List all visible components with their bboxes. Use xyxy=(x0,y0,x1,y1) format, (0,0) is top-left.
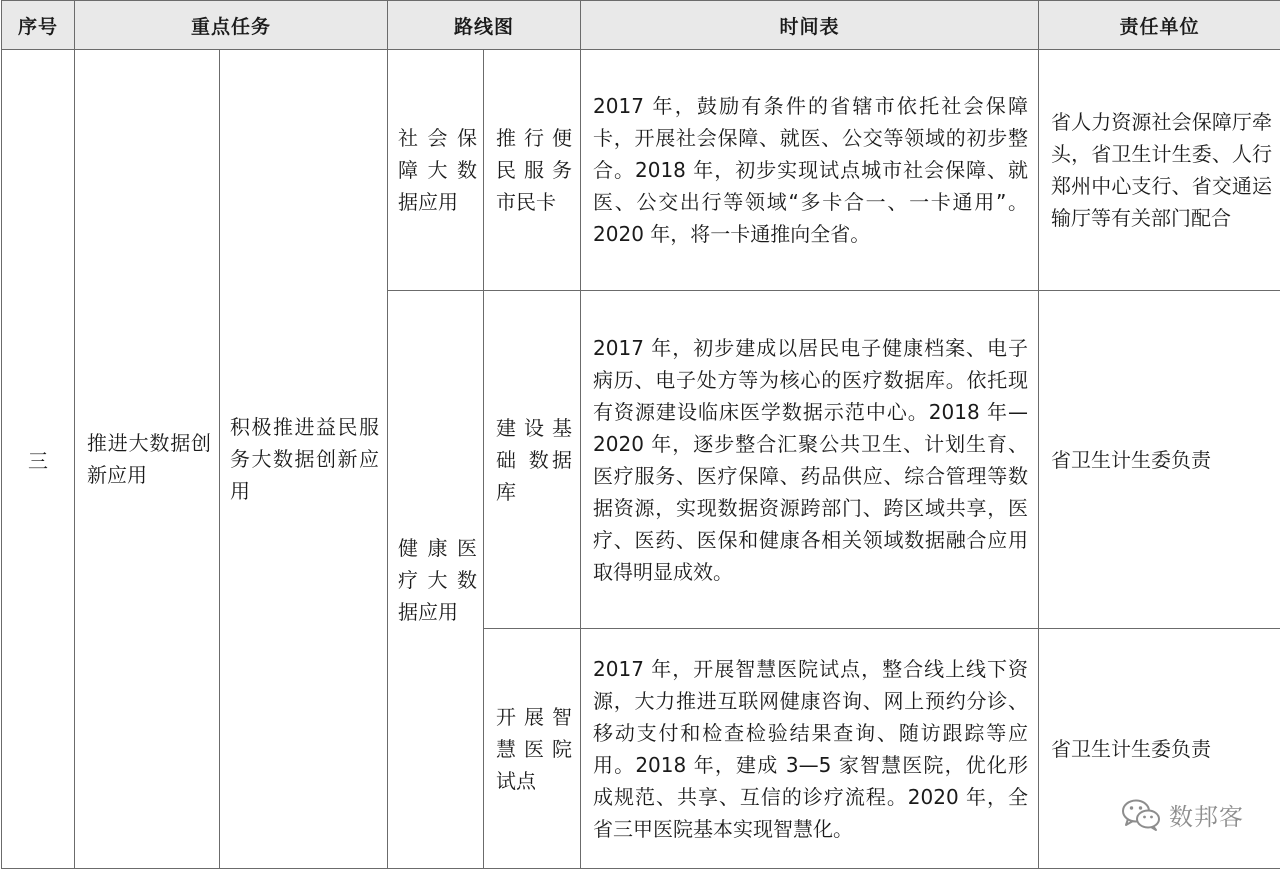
cell-time-2: 2017 年，初步建成以居民电子健康档案、电子病历、电子处方等为核心的医疗数据库。依托现有资源建设临床医学数据示范中心。2018 年—2020 年，逐步整合汇聚公共卫生、计划生育、医疗服务、医疗保障、药品供应、综合管理等数据资源，实现数据资源跨部门、跨区域共享，医疗、医药、医保和健康各相关领域数据融合应用取得明显成效。 xyxy=(581,291,1039,629)
cell-route-item-3: 开展智慧医院试点 xyxy=(484,629,581,869)
cell-route-item-1: 推行便民服务市民卡 xyxy=(484,50,581,291)
cell-route-health: 健康医疗大数据应用 xyxy=(388,291,484,869)
cell-time-1: 2017 年，鼓励有条件的省辖市依托社会保障卡，开展社会保障、就医、公交等领域的初步整合。2018 年，初步实现试点城市社会保障、就医、公交出行等领域“多卡合一、一卡通用”。2020 年，将一卡通推向全省。 xyxy=(581,50,1039,291)
header-resp: 责任单位 xyxy=(1039,1,1280,50)
table-row xyxy=(2,50,1280,291)
watermark xyxy=(1121,797,1244,832)
header-route: 路线图 xyxy=(388,1,581,50)
cell-task-main: 推进大数据创新应用 xyxy=(75,50,220,869)
cell-resp-1: 省人力资源社会保障厅牵头，省卫生计生委、人行郑州中心支行、省交通运输厅等有关部门配合 xyxy=(1039,50,1280,291)
cell-route-item-2: 建设基础 数据库 xyxy=(484,291,581,629)
task-table xyxy=(1,0,1280,869)
cell-resp-3: 省卫生计生委负责 xyxy=(1039,629,1280,869)
cell-resp-2: 省卫生计生委负责 xyxy=(1039,291,1280,629)
cell-route-social: 社会保障大数据应用 xyxy=(388,50,484,291)
cell-seq: 三 xyxy=(2,50,75,869)
cell-task-sub: 积极推进益民服务大数据创新应用 xyxy=(220,50,388,869)
header-row xyxy=(2,1,1280,50)
header-seq: 序号 xyxy=(2,1,75,50)
cell-time-3: 2017 年，开展智慧医院试点，整合线上线下资源，大力推进互联网健康咨询、网上预约分诊、移动支付和检查检验结果查询、随访跟踪等应用。2018 年，建成 3—5 家智慧医院，优化形成规范、共享、互信的诊疗流程。2020 年，全省三甲医院基本实现智慧化。 xyxy=(581,629,1039,869)
header-task: 重点任务 xyxy=(75,1,388,50)
wechat-icon xyxy=(1121,798,1161,832)
header-time: 时间表 xyxy=(581,1,1039,50)
watermark-text: 数邦客 xyxy=(1169,803,1244,831)
